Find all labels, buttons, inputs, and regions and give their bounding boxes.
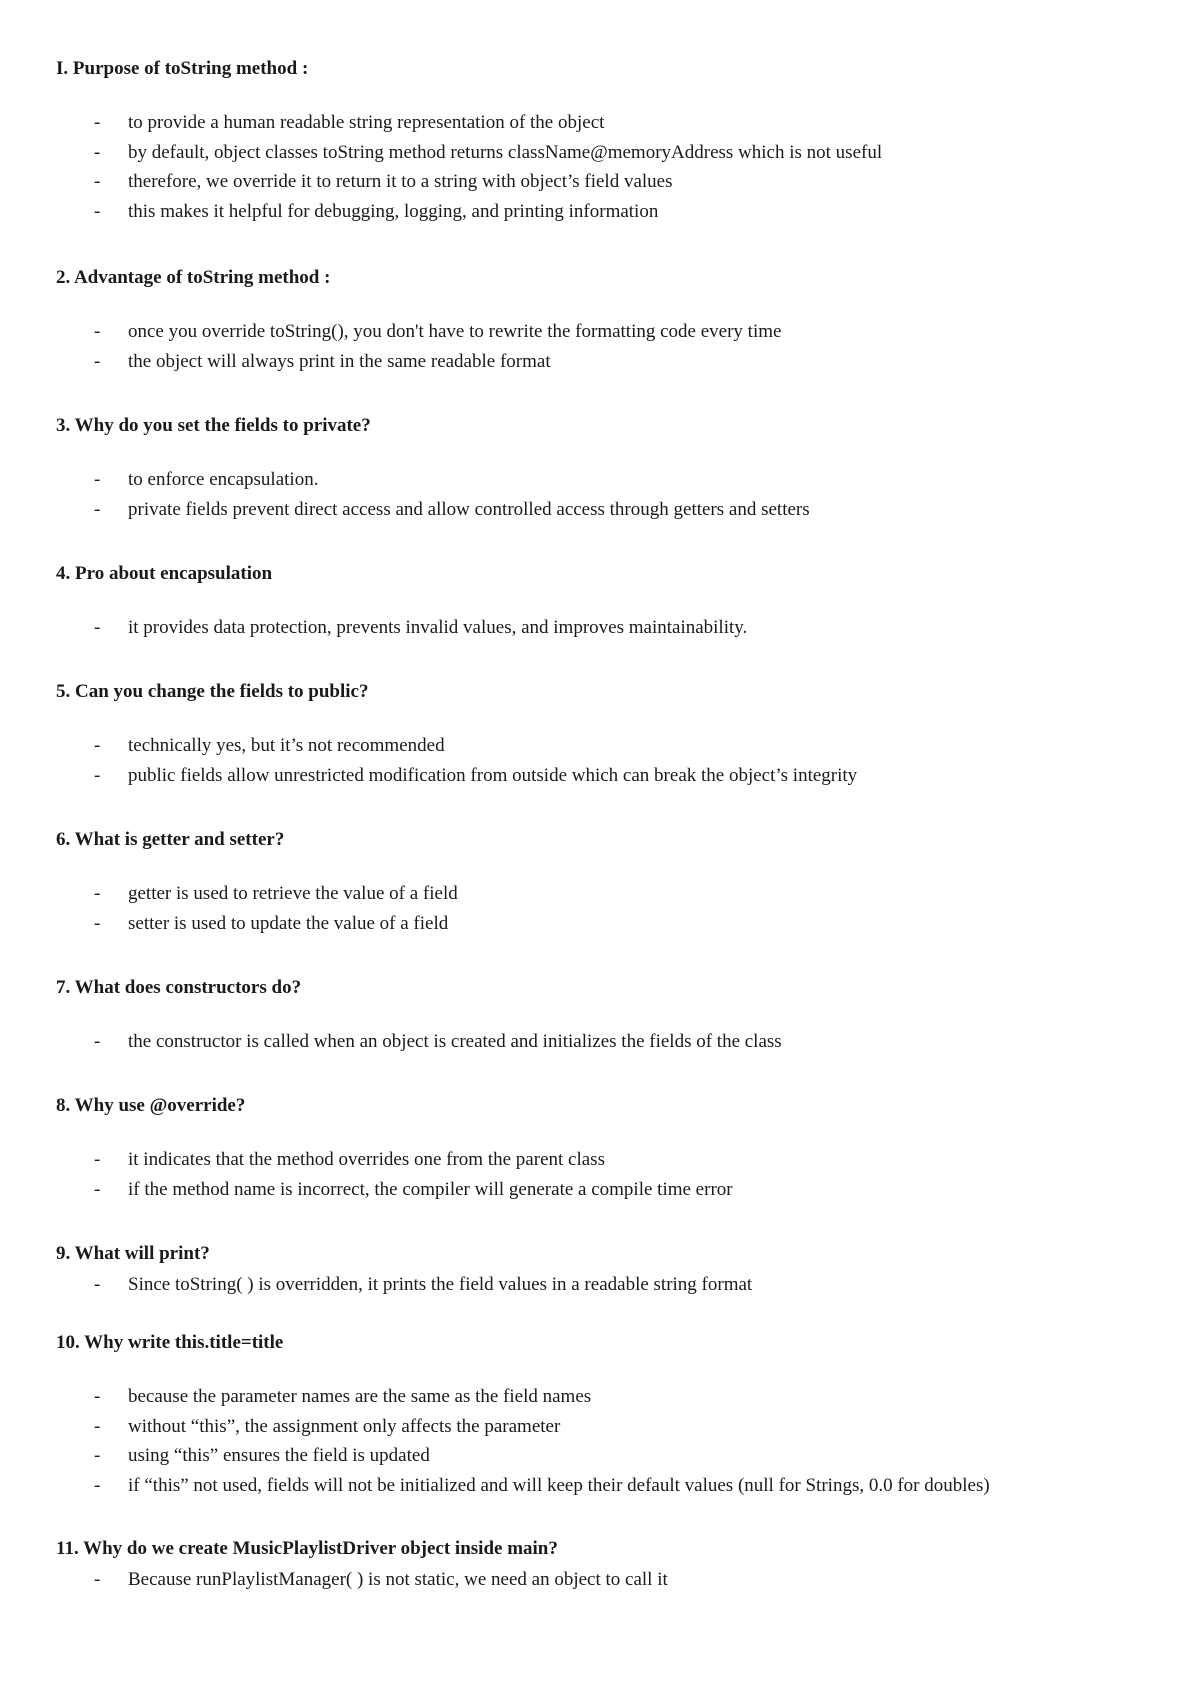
section-4 (56, 560, 1160, 643)
section-heading: 3. Why do you set the fields to private? (56, 415, 371, 436)
list-item-text: if the method name is incorrect, the compiler will generate a compile time error (128, 1178, 733, 1200)
section-heading: 10. Why write this.title=title (56, 1332, 284, 1353)
section-11 (56, 1535, 1160, 1595)
bullet-dash: - (94, 1386, 101, 1407)
bullet-list (56, 317, 1160, 376)
bullet-dash: - (94, 912, 101, 934)
list-item (56, 613, 1160, 643)
bullet-dash: - (94, 350, 101, 372)
bullet-list (56, 1145, 1160, 1204)
section-heading: 11. Why do we create MusicPlaylistDriver object inside main? (56, 1538, 558, 1559)
list-item-text: using “this” ensures the field is updated (128, 1445, 430, 1466)
bullet-list (56, 465, 1160, 524)
list-item (56, 197, 1160, 227)
bullet-dash: - (94, 1274, 101, 1295)
list-item (56, 1175, 1160, 1205)
list-item (56, 1145, 1160, 1175)
list-item-text: by default, object classes toString method returns className@memoryAddress which is not useful (128, 141, 883, 163)
list-item (56, 1382, 1160, 1412)
section-heading: 2. Advantage of toString method : (56, 267, 331, 288)
section-heading: I. Purpose of toString method : (56, 58, 309, 79)
bullet-dash: - (94, 171, 101, 192)
list-item-text: the constructor is called when an object is created and initializes the fields of the class (128, 1031, 782, 1052)
list-item (56, 1441, 1160, 1471)
bullet-dash: - (94, 1178, 101, 1200)
bullet-list (56, 613, 1160, 643)
list-item (56, 761, 1160, 791)
section-2 (56, 264, 1160, 376)
list-item (56, 347, 1160, 377)
bullet-list (56, 1565, 1160, 1595)
bullet-dash: - (94, 1445, 101, 1466)
list-item (56, 1027, 1160, 1057)
bullet-list (56, 108, 1160, 226)
list-item-text: getter is used to retrieve the value of a field (128, 883, 458, 904)
list-item (56, 317, 1160, 347)
section-6 (56, 826, 1160, 938)
bullet-dash: - (94, 1569, 101, 1590)
bullet-dash: - (94, 883, 101, 904)
list-item (56, 1471, 1160, 1501)
list-item (56, 138, 1160, 168)
bullet-dash: - (94, 469, 101, 490)
list-item (56, 465, 1160, 495)
list-item-text: setter is used to update the value of a field (128, 912, 449, 934)
bullet-dash: - (94, 764, 101, 786)
section-5 (56, 678, 1160, 790)
section-heading: 7. What does constructors do? (56, 977, 302, 998)
list-item-text: it indicates that the method overrides one from the parent class (128, 1149, 605, 1170)
list-item-text: Since toString( ) is overridden, it prints the field values in a readable string format (128, 1274, 753, 1295)
list-item-text: to enforce encapsulation. (128, 469, 319, 490)
section-10 (56, 1329, 1160, 1500)
list-item (56, 1270, 1160, 1300)
list-item-text: once you override toString(), you don't have to rewrite the formatting code every time (128, 321, 782, 342)
section-7 (56, 974, 1160, 1057)
list-item (56, 108, 1160, 138)
section-9 (56, 1240, 1160, 1300)
bullet-dash: - (94, 498, 101, 520)
list-item-text: this makes it helpful for debugging, logging, and printing information (128, 200, 659, 222)
bullet-list (56, 1382, 1160, 1500)
bullet-dash: - (94, 617, 101, 638)
bullet-list (56, 731, 1160, 790)
bullet-dash: - (94, 141, 101, 163)
section-1 (56, 55, 1160, 226)
list-item (56, 1565, 1160, 1595)
list-item-text: because the parameter names are the same as the field names (128, 1386, 592, 1407)
list-item (56, 167, 1160, 197)
section-heading: 6. What is getter and setter? (56, 829, 285, 850)
section-heading: 4. Pro about encapsulation (56, 563, 273, 584)
bullet-dash: - (94, 321, 101, 342)
bullet-list (56, 879, 1160, 938)
bullet-dash: - (94, 1415, 101, 1437)
bullet-dash: - (94, 735, 101, 756)
bullet-list (56, 1270, 1160, 1300)
bullet-dash: - (94, 1149, 101, 1170)
list-item-text: the object will always print in the same readable format (128, 350, 551, 372)
list-item (56, 731, 1160, 761)
list-item-text: without “this”, the assignment only affects the parameter (128, 1415, 561, 1437)
section-heading: 8. Why use @override? (56, 1095, 246, 1116)
list-item-text: technically yes, but it’s not recommended (128, 735, 445, 756)
bullet-dash: - (94, 1031, 101, 1052)
bullet-dash: - (94, 1474, 101, 1496)
list-item (56, 495, 1160, 525)
section-heading: 5. Can you change the fields to public? (56, 681, 369, 702)
bullet-dash: - (94, 112, 101, 133)
list-item-text: Because runPlaylistManager( ) is not static, we need an object to call it (128, 1569, 668, 1590)
bullet-dash: - (94, 200, 101, 222)
list-item-text: public fields allow unrestricted modification from outside which can break the object’s integrity (128, 764, 858, 786)
list-item (56, 1412, 1160, 1442)
list-item-text: to provide a human readable string representation of the object (128, 112, 605, 133)
section-heading: 9. What will print? (56, 1243, 210, 1264)
list-item (56, 909, 1160, 939)
bullet-list (56, 1027, 1160, 1057)
list-item-text: if “this” not used, fields will not be initialized and will keep their default values (null for Strings, 0.0 for doubles) (128, 1474, 990, 1496)
list-item-text: it provides data protection, prevents invalid values, and improves maintainability. (128, 617, 748, 638)
list-item (56, 879, 1160, 909)
list-item-text: private fields prevent direct access and allow controlled access through getters and setters (128, 498, 810, 520)
list-item-text: therefore, we override it to return it to a string with object’s field values (128, 171, 673, 192)
section-3 (56, 412, 1160, 524)
section-8 (56, 1092, 1160, 1204)
